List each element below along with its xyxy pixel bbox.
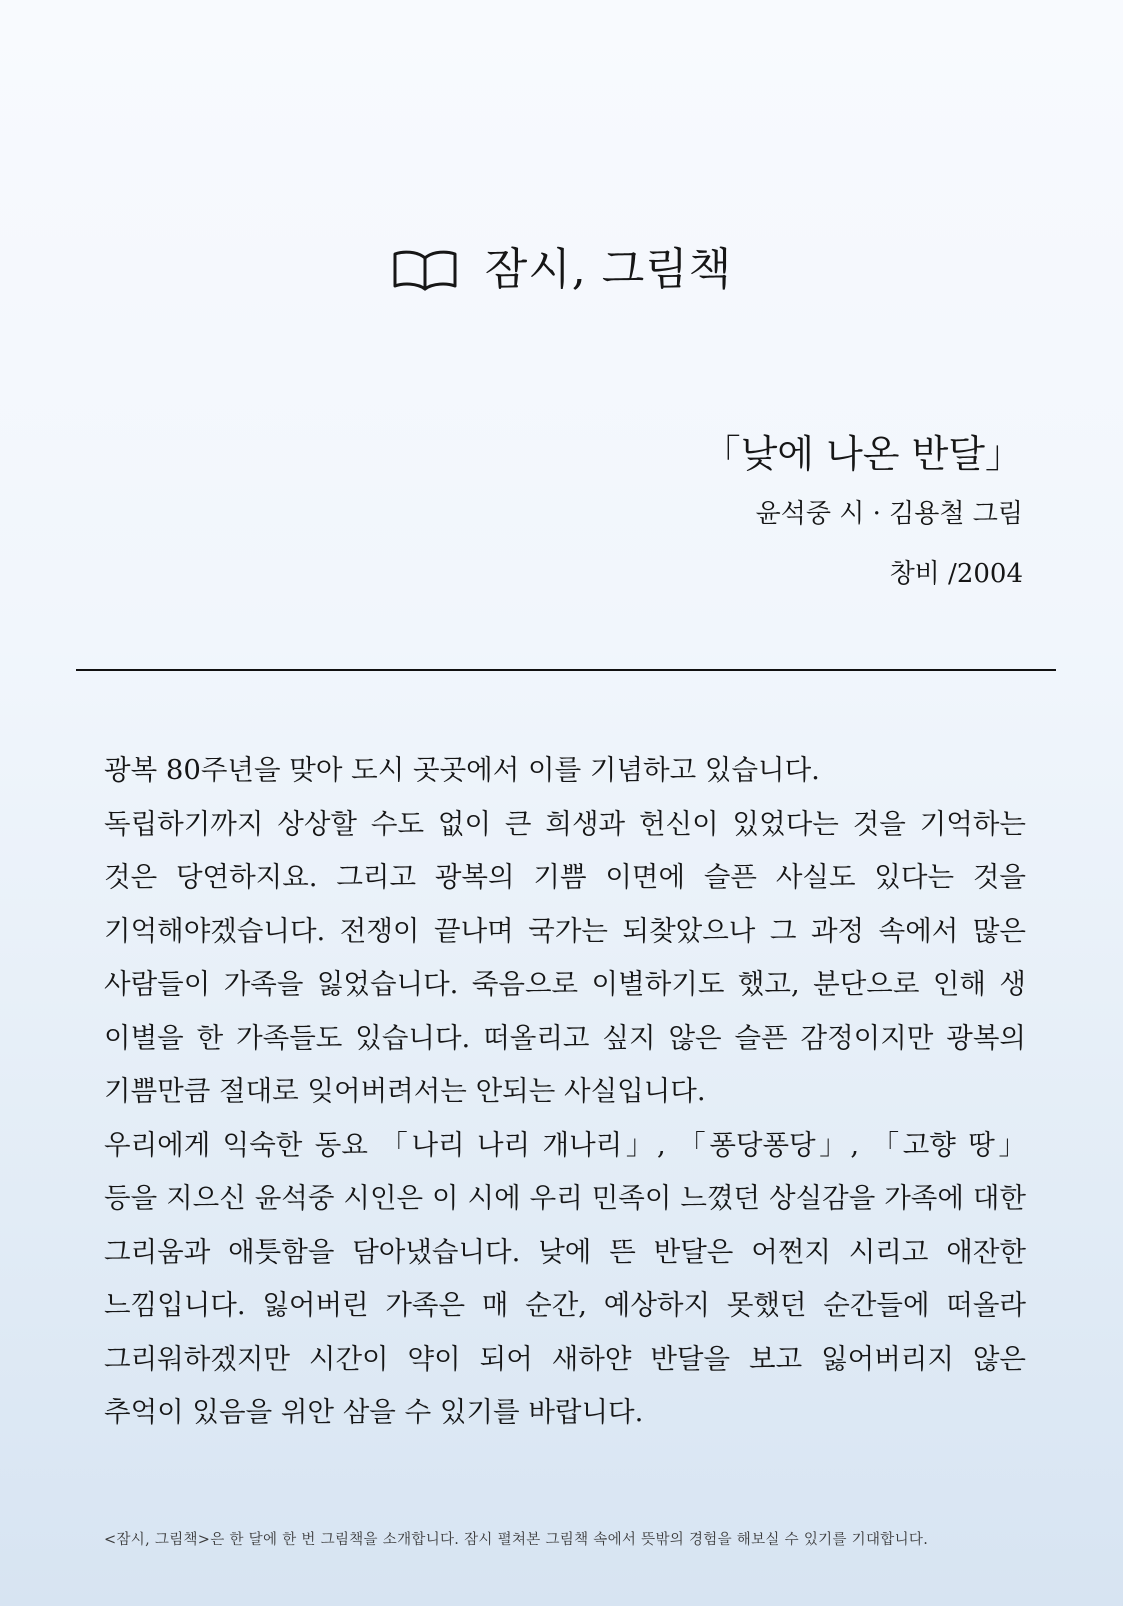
footer-note: <잠시, 그림책>은 한 달에 한 번 그림책을 소개합니다. 잠시 펼쳐본 그림책 속에서 뜻밖의 경험을 해보실 수 있기를 기대합니다. bbox=[104, 1532, 929, 1548]
book-authors: 윤석중 시 · 김용철 그림 bbox=[755, 499, 1023, 529]
book-title: 「낮에 나온 반달」 bbox=[702, 432, 1023, 476]
book-publisher: 창비 /2004 bbox=[889, 559, 1023, 589]
section-divider bbox=[76, 669, 1056, 671]
page-title: 잠시, 그림책 bbox=[484, 244, 733, 295]
open-book-icon bbox=[391, 248, 459, 292]
article-paragraph: 우리에게 익숙한 동요 「나리 나리 개나리」, 「퐁당퐁당」, 「고향 땅」 등을 지으신 윤석중 시인은 이 시에 우리 민족이 느꼈던 상실감을 가족에 대한 그리움과 애틋함을 담아냈습니다. 낮에 뜬 반달은 어쩐지 시리고 애잔한 느낌입니다. 잃어버린 가족은 매 순간, 예상하지 못했던 순간들에 떠올라 그리워하겠지만 시간이 약이 되어 새하얀 반달을 보고 잃어버리지 않은 추억이 있음을 위안 삼을 수 있기를 바랍니다. bbox=[104, 1128, 1026, 1428]
book-info bbox=[703, 428, 1023, 592]
article-body bbox=[104, 744, 1026, 1440]
article-paragraph: 독립하기까지 상상할 수도 없이 큰 희생과 헌신이 있었다는 것을 기억하는 것은 당연하지요. 그리고 광복의 기쁨 이면에 슬픈 사실도 있다는 것을 기억해야겠습니다. 전쟁이 끝나며 국가는 되찾았으나 그 과정 속에서 많은 사람들이 가족을 잃었습니다. 죽음으로 이별하기도 했고, 분단으로 인해 생 이별을 한 가족들도 있습니다. 떠올리고 싶지 않은 슬픈 감정이지만 광복의 기쁨만큼 절대로 잊어버려서는 안되는 사실입니다. bbox=[104, 807, 1026, 1107]
page-header bbox=[0, 242, 1123, 298]
article-paragraph: 광복 80주년을 맞아 도시 곳곳에서 이를 기념하고 있습니다. bbox=[104, 754, 820, 786]
